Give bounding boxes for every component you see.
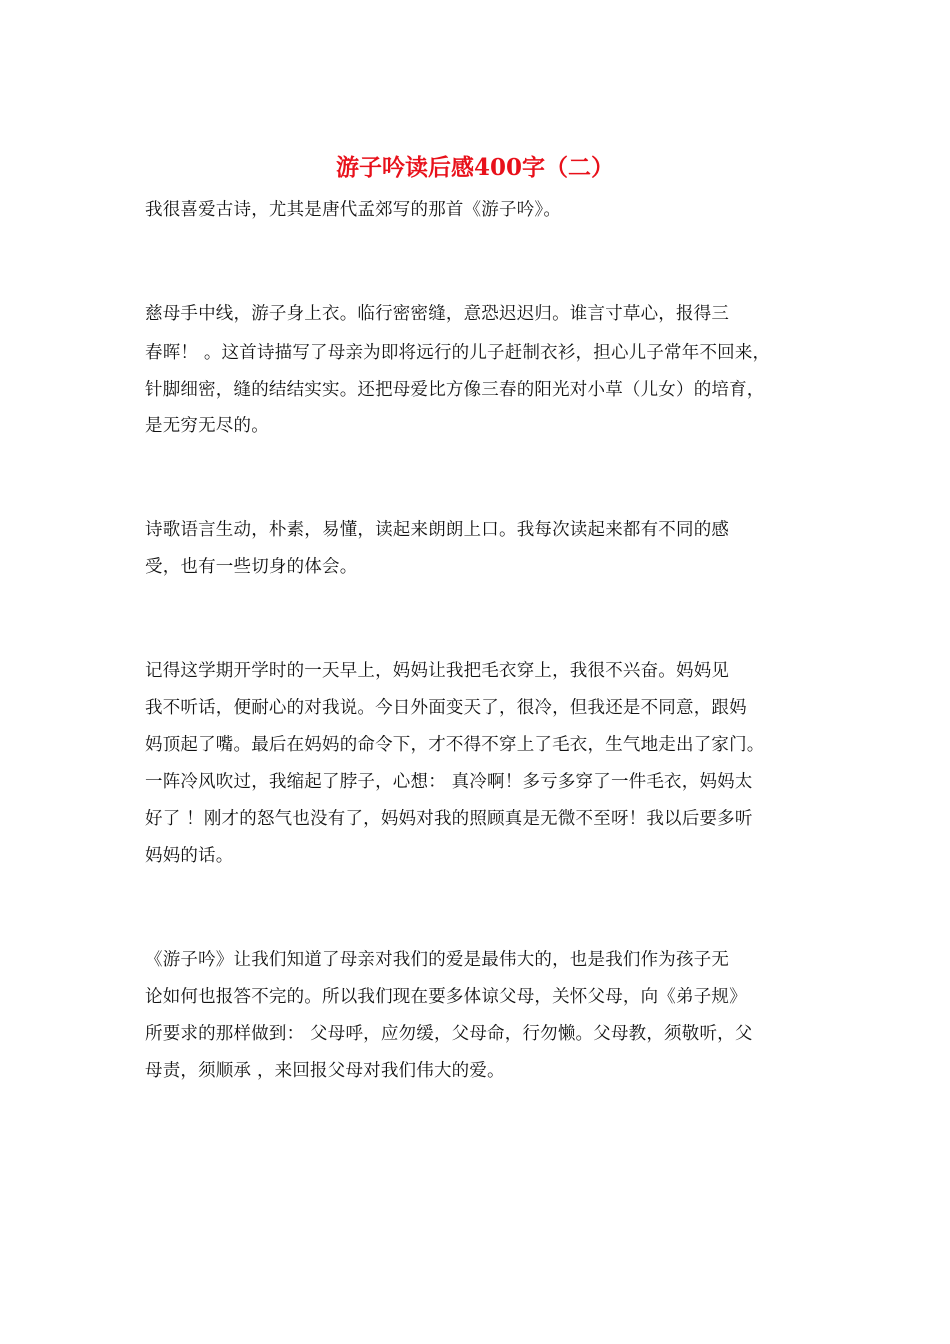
paragraph-4-line-2: 我不听话，便耐心的对我说。今日外面变天了，很冷，但我还是不同意，跟妈	[145, 698, 747, 718]
paragraph-1-line-1: 我很喜爱古诗，尤其是唐代孟郊写的那首《游子吟》。	[145, 200, 562, 220]
paragraph-4-line-6: 妈妈的话。	[145, 846, 234, 866]
paragraph-2-line-3: 针脚细密，缝的结结实实。还把母爱比方像三春的阳光对小草（儿女）的培育，	[145, 380, 765, 400]
paragraph-2-line-4: 是无穷无尽的。	[145, 416, 269, 436]
paragraph-4-line-4: 一阵冷风吹过，我缩起了脖子，心想： 真冷啊！多亏多穿了一件毛衣，妈妈太	[145, 772, 753, 792]
paragraph-4-line-1: 记得这学期开学时的一天早上，妈妈让我把毛衣穿上，我很不兴奋。妈妈见	[145, 661, 730, 681]
paragraph-5-line-2: 论如何也报答不完的。所以我们现在要多体谅父母，关怀父母，向《弟子规》	[145, 987, 747, 1007]
paragraph-2-line-1: 慈母手中线，游子身上衣。临行密密缝，意恐迟迟归。谁言寸草心，报得三	[145, 304, 730, 324]
paragraph-4-line-5: 好了 ！刚才的怒气也没有了，妈妈对我的照顾真是无微不至呀！我以后要多听	[145, 809, 753, 829]
paragraph-3-line-2: 受，也有一些切身的体会。	[145, 557, 358, 577]
paragraph-3-line-1: 诗歌语言生动，朴素，易懂，读起来朗朗上口。我每次读起来都有不同的感	[145, 520, 730, 540]
paragraph-2-line-2: 春晖！ 。这首诗描写了母亲为即将远行的儿子赶制衣衫，担心儿子常年不回来，	[145, 343, 771, 363]
paragraph-5-line-3: 所要求的那样做到： 父母呼，应勿缓，父母命，行勿懒。父母教，须敬听，父	[145, 1024, 753, 1044]
paragraph-5-line-1: 《游子吟》让我们知道了母亲对我们的爱是最伟大的，也是我们作为孩子无	[145, 950, 730, 970]
page-title: 游子吟读后感400字（二）	[335, 154, 614, 181]
paragraph-5-line-4: 母责，须顺承 ，来回报父母对我们伟大的爱。	[145, 1061, 505, 1081]
paragraph-4-line-3: 妈顶起了嘴。最后在妈妈的命令下，才不得不穿上了毛衣，生气地走出了家门。	[145, 735, 765, 755]
